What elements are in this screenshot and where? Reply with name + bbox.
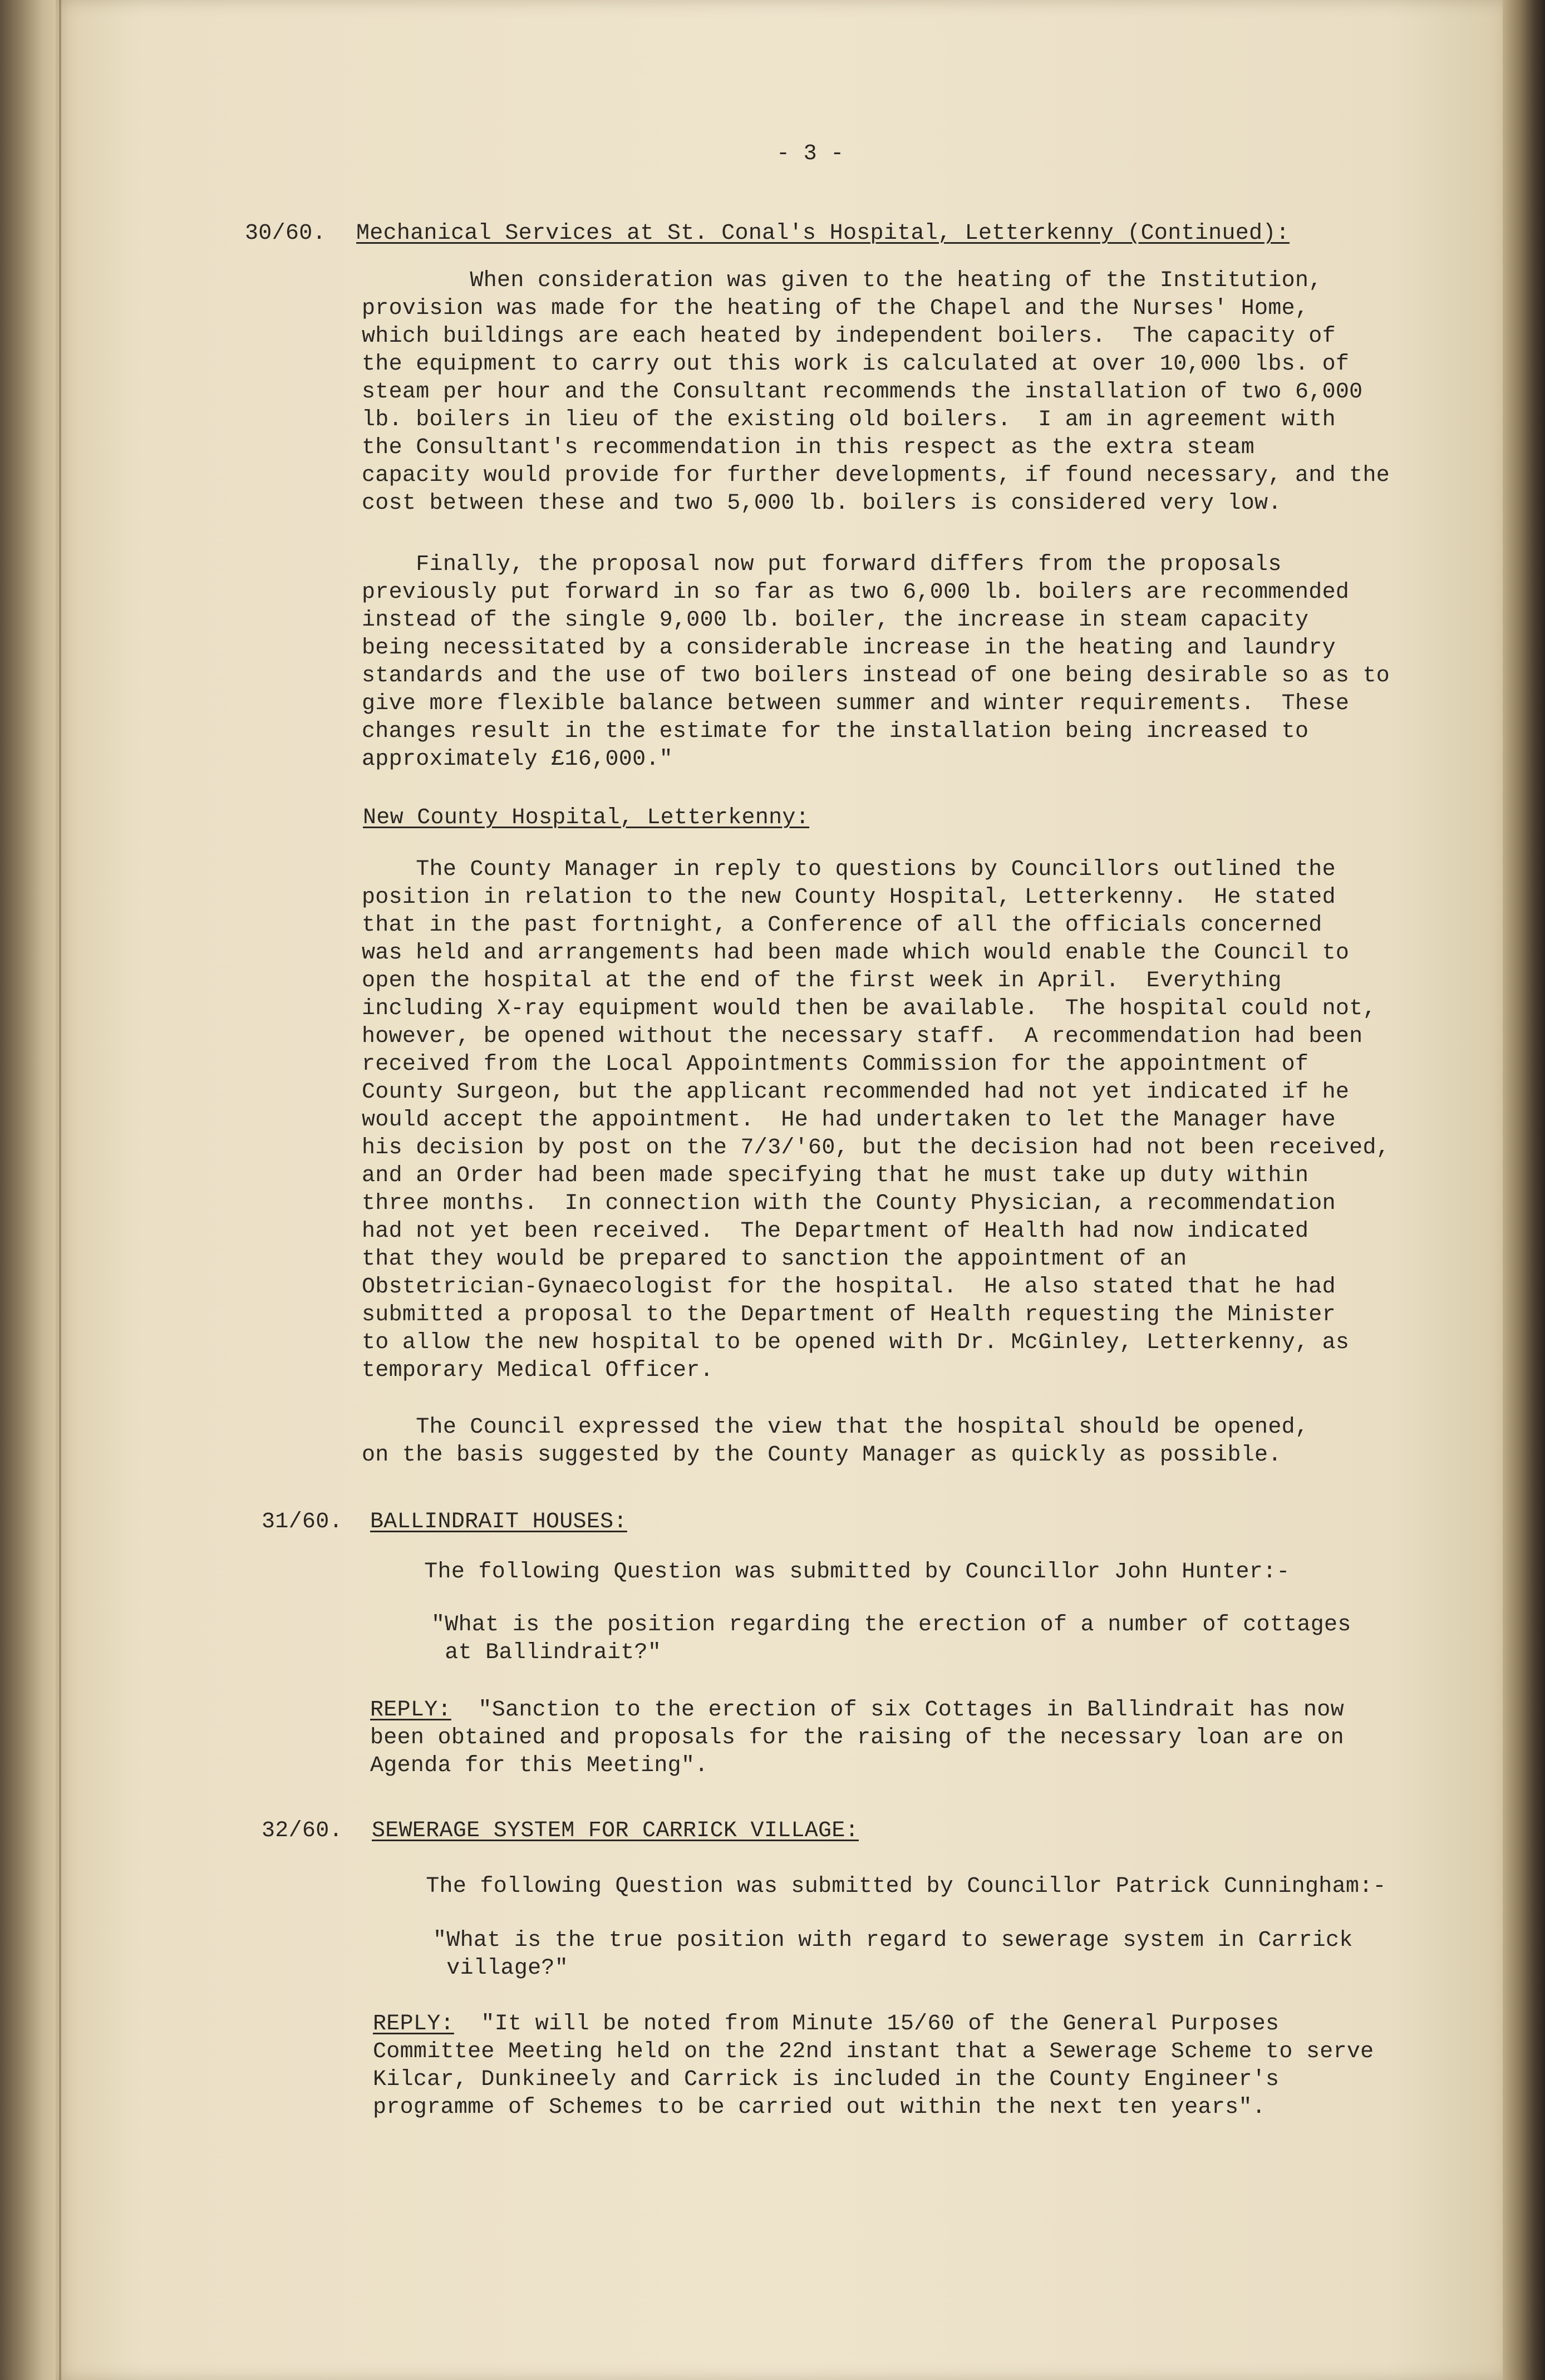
text-line: Committee Meeting held on the 22nd instant that a Sewerage Scheme to serve [373,2039,1374,2064]
text-line: The following Question was submitted by Councillor John Hunter:- [370,1560,1290,1585]
text-line: cost between these and two 5,000 lb. boilers is considered very low. [362,491,1282,516]
text-line: Agenda for this Meeting". [370,1753,708,1778]
text-line: Obstetrician-Gynaecologist for the hospital. He also stated that he had [362,1275,1336,1300]
reply-text: "It will be noted from Minute 15/60 of the General Purposes [454,2012,1280,2037]
text-line: The Council expressed the view that the hospital should be opened, [362,1415,1309,1440]
paragraph-council-view [362,1414,1447,1469]
reply-ballindrait [370,1697,1455,1780]
text-line: give more flexible balance between summer and winter requirements. These [362,691,1350,716]
minute-number-30: 30/60. [245,221,326,246]
text-line: changes result in the estimate for the installation being increased to [362,719,1309,744]
heading-ballindrait-houses: BALLINDRAIT HOUSES: [370,1509,627,1535]
paragraph-county-manager [362,856,1447,1385]
minute-number-32: 32/60. [262,1818,343,1843]
text-line: standards and the use of two boilers instead of one being desirable so as to [362,663,1390,689]
question-intro-cunningham [372,1873,1457,1901]
reply-label: REPLY: [373,2012,454,2037]
text-line: Finally, the proposal now put forward differs from the proposals [362,552,1282,577]
paragraph-finally [362,551,1447,774]
text-line: and an Order had been made specifying that he must take up duty within [362,1163,1309,1188]
text-line: "What is the position regarding the erection of a number of cottages [431,1612,1351,1638]
reply-label: REPLY: [370,1698,451,1723]
text-line: that they would be prepared to sanction the appointment of an [362,1247,1187,1272]
minute-number-31: 31/60. [262,1509,343,1535]
text-line: position in relation to the new County Hospital, Letterkenny. He stated [362,885,1336,910]
question-carrick [433,1927,1518,1983]
text-line: had not yet been received. The Department of Health had now indicated [362,1219,1309,1244]
text-line: open the hospital at the end of the first week in April. Everything [362,968,1282,994]
text-line: was held and arrangements had been made which would enable the Council to [362,941,1350,966]
text-line: programme of Schemes to be carried out within the next ten years". [373,2095,1266,2120]
reply-text: "Sanction to the erection of six Cottages in Ballindrait has now [451,1698,1344,1723]
question-ballindrait [431,1611,1517,1667]
question-intro-hunter [370,1558,1455,1586]
text-line: the Consultant's recommendation in this respect as the extra steam [362,435,1255,460]
text-line [370,1697,1455,1724]
text-line: his decision by post on the 7/3/'60, but the decision had not been received, [362,1135,1390,1161]
text-line: The following Question was submitted by Councillor Patrick Cunningham:- [372,1874,1386,1899]
reply-carrick [373,2010,1458,2122]
heading-mechanical-services: Mechanical Services at St. Conal's Hospital, Letterkenny (Continued): [356,221,1290,246]
text-line: capacity would provide for further developments, if found necessary, and the [362,463,1390,488]
text-line: When consideration was given to the heating of the Institution, [362,268,1322,293]
text-line: three months. In connection with the County Physician, a recommendation [362,1191,1336,1216]
text-line: County Surgeon, but the applicant recommended had not yet indicated if he [362,1080,1350,1105]
text-line: steam per hour and the Consultant recommends the installation of two 6,000 [362,380,1363,405]
text-line: temporary Medical Officer. [362,1358,714,1383]
text-line [373,2010,1458,2038]
text-line: to allow the new hospital to be opened with Dr. McGinley, Letterkenny, as [362,1330,1350,1355]
text-line: the equipment to carry out this work is calculated at over 10,000 lbs. of [362,352,1350,377]
subheading-new-county-hospital: New County Hospital, Letterkenny: [363,805,810,830]
page-edge [1503,0,1545,2380]
text-line: village?" [433,1956,569,1981]
text-line: lb. boilers in lieu of the existing old boilers. I am in agreement with [362,407,1336,432]
text-line: would accept the appointment. He had undertaken to let the Manager have [362,1108,1336,1133]
text-line: being necessitated by a considerable increase in the heating and laundry [362,636,1336,661]
text-line: submitted a proposal to the Department of Health requesting the Minister [362,1302,1336,1327]
text-line: provision was made for the heating of the Chapel and the Nurses' Home, [362,296,1309,321]
page-fold [59,0,61,2380]
paragraph-heating [362,267,1447,518]
text-line: Kilcar, Dunkineely and Carrick is included in the County Engineer's [373,2067,1280,2092]
text-line: which buildings are each heated by independent boilers. The capacity of [362,324,1336,349]
heading-sewerage-system: SEWERAGE SYSTEM FOR CARRICK VILLAGE: [372,1818,859,1843]
text-line: including X-ray equipment would then be available. The hospital could not, [362,996,1376,1021]
text-line: on the basis suggested by the County Manager as quickly as possible. [362,1443,1282,1468]
text-line: instead of the single 9,000 lb. boiler, the increase in steam capacity [362,608,1309,633]
text-line: however, be opened without the necessary staff. A recommendation had been [362,1024,1363,1049]
book-binding [0,0,61,2380]
text-line: received from the Local Appointments Commission for the appointment of [362,1052,1309,1077]
text-line: that in the past fortnight, a Conference of all the officials concerned [362,913,1322,938]
text-line: approximately £16,000." [362,747,673,772]
text-line: at Ballindrait?" [431,1640,662,1665]
page-number: - 3 - [776,141,844,166]
text-line: "What is the true position with regard to sewerage system in Carrick [433,1928,1353,1953]
text-line: previously put forward in so far as two 6,000 lb. boilers are recommended [362,580,1350,605]
text-line: The County Manager in reply to questions by Councillors outlined the [362,857,1336,882]
text-line: been obtained and proposals for the raising of the necessary loan are on [370,1725,1344,1750]
